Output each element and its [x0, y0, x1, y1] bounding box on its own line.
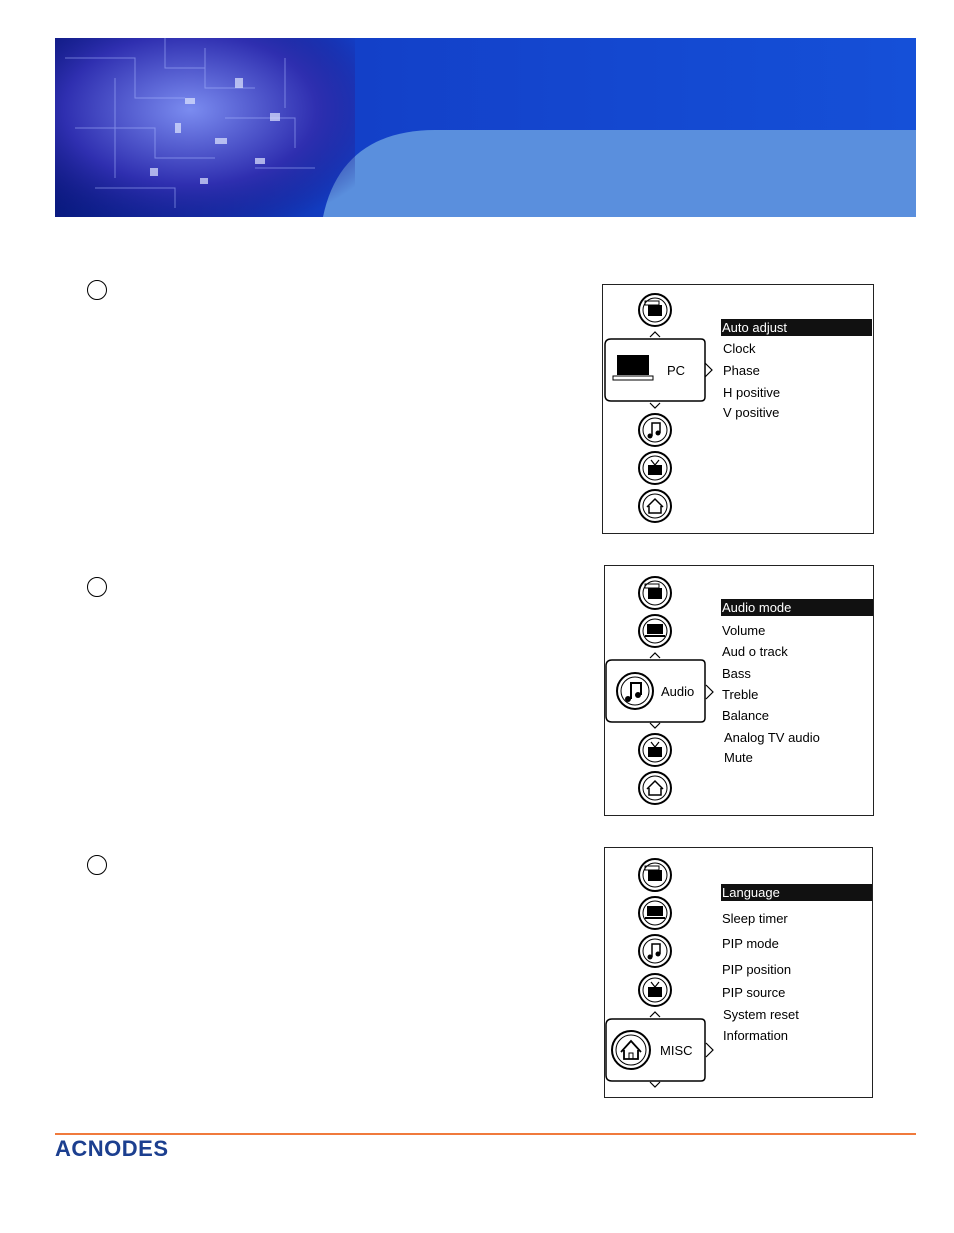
picture-icon[interactable]: [639, 294, 671, 326]
menu-item[interactable]: Auto adjust: [721, 319, 872, 336]
menu-item[interactable]: Audio mode: [721, 599, 873, 616]
tv-icon[interactable]: [639, 452, 671, 484]
footer-divider: [55, 1133, 916, 1135]
osd-panel-misc: [604, 847, 873, 1098]
laptop-icon: [613, 355, 653, 380]
menu-item[interactable]: Treble: [722, 687, 759, 702]
menu-item[interactable]: V positive: [723, 405, 780, 420]
osd-panel-pc: [602, 284, 874, 534]
home-icon[interactable]: [639, 490, 671, 522]
header-banner: [55, 38, 916, 217]
acnodes-logo: ACNODES: [55, 1136, 169, 1161]
submenu-arrow-icon: [705, 363, 712, 377]
picture-icon[interactable]: [639, 859, 671, 891]
laptop-icon[interactable]: [639, 897, 671, 929]
menu-item[interactable]: PIP position: [722, 962, 792, 977]
menu-item[interactable]: Aud o track: [722, 644, 788, 659]
step-marker-1: [87, 280, 107, 300]
menu-item[interactable]: Language: [721, 884, 872, 901]
submenu-arrow-icon: [706, 1043, 713, 1057]
circuit-board-image: [55, 38, 355, 217]
menu-item[interactable]: PIP source: [722, 985, 786, 1000]
home-icon[interactable]: [639, 772, 671, 804]
submenu-arrow-icon: [706, 685, 713, 699]
music-note-icon: [617, 673, 653, 709]
music-note-icon[interactable]: [639, 414, 671, 446]
menu-item[interactable]: Clock: [723, 341, 756, 356]
menu-item[interactable]: PIP mode: [722, 936, 779, 951]
menu-item[interactable]: Volume: [722, 623, 766, 638]
menu-item[interactable]: Sleep timer: [722, 911, 788, 926]
menu-item[interactable]: Phase: [723, 363, 760, 378]
laptop-icon[interactable]: [639, 615, 671, 647]
menu-item[interactable]: Bass: [722, 666, 751, 681]
step-marker-3: [87, 855, 107, 875]
tv-icon[interactable]: [639, 974, 671, 1006]
selected-item-label: MISC: [660, 1043, 693, 1058]
osd-panel-audio: [604, 565, 874, 816]
home-icon: [612, 1031, 650, 1069]
selected-item-label: Audio: [661, 684, 695, 699]
tv-icon[interactable]: [639, 734, 671, 766]
menu-item[interactable]: System reset: [723, 1007, 799, 1022]
menu-item[interactable]: H positive: [723, 385, 781, 400]
menu-item[interactable]: Information: [723, 1028, 789, 1043]
menu-item[interactable]: Analog TV audio: [724, 730, 820, 745]
step-marker-2: [87, 577, 107, 597]
music-note-icon[interactable]: [639, 935, 671, 967]
selected-item-label: PC: [667, 363, 686, 378]
menu-item[interactable]: Balance: [722, 708, 769, 723]
picture-icon[interactable]: [639, 577, 671, 609]
menu-item[interactable]: Mute: [724, 750, 753, 765]
